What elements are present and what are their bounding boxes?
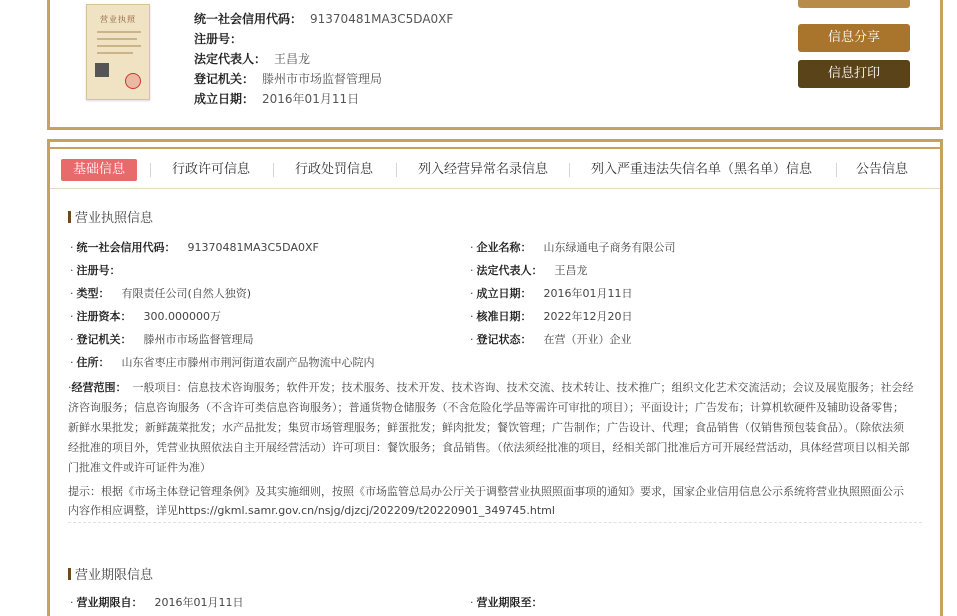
tab-blacklist[interactable]: 列入严重违法失信名单（黑名单）信息 [591, 162, 813, 177]
tab-separator [836, 163, 837, 177]
license-section-title: 营业执照信息 [68, 211, 153, 227]
field-term-to: · 营业期限至： [470, 596, 543, 609]
field-term-from: · 营业期限自： 2016年01月11日 [70, 596, 244, 609]
field-address: · 住所： 山东省枣庄市滕州市荆河街道农副产品物流中心院内 [70, 356, 375, 369]
summary-legal-rep: 法定代表人： 王昌龙 [194, 52, 311, 66]
summary-reg-no: 注册号： [194, 32, 243, 46]
license-thumb-title: 营业执照 [100, 15, 136, 24]
section-bar [68, 568, 71, 580]
seal-icon [125, 73, 141, 89]
license-thumb-line [97, 31, 141, 33]
adjustment-notice: 提示：根据《市场主体登记管理条例》及其实施细则，按照《市场监管总局办公厅关于调整营业执照照面事项的通知》要求，国家企业信用信息公示系统将营业执照照面公示内容作相应调整，详见https://gkml.samr.gov.cn/nsjg/djzcj/202209/t20220901_349745.html [68, 485, 904, 517]
field-credit-code: · 统一社会信用代码： 91370481MA3C5DA0XF [70, 241, 319, 254]
term-section-title: 营业期限信息 [68, 568, 153, 584]
tab-admin-penalty[interactable]: 行政处罚信息 [295, 162, 374, 177]
tab-basic-info[interactable]: 基础信息 [61, 159, 137, 181]
field-approved: · 核准日期： 2022年12月20日 [470, 310, 633, 323]
field-company-name: · 企业名称： 山东绿通电子商务有限公司 [470, 241, 676, 254]
business-license-thumbnail[interactable] [86, 4, 150, 100]
tab-separator [569, 163, 570, 177]
summary-founded: 成立日期： 2016年01月11日 [194, 92, 360, 106]
tab-separator [396, 163, 397, 177]
license-thumb-line [97, 45, 141, 47]
company-summary-card [47, 0, 943, 130]
tab-admin-license[interactable]: 行政许可信息 [172, 162, 251, 177]
license-thumb-line [97, 38, 137, 40]
field-capital: · 注册资本： 300.000000万 [70, 310, 221, 323]
section-bar [68, 211, 71, 223]
field-status: · 登记状态： 在营（开业）企业 [470, 333, 632, 346]
tab-announcements[interactable]: 公告信息 [856, 162, 909, 177]
summary-info [194, 9, 453, 109]
field-founded: · 成立日期： 2016年01月11日 [470, 287, 633, 300]
tab-separator [150, 163, 151, 177]
field-reg-no: · 注册号： [70, 264, 121, 277]
field-authority: · 登记机关： 滕州市市场监督管理局 [70, 333, 254, 346]
field-legal-rep: · 法定代表人： 王昌龙 [470, 264, 588, 277]
info-tabs [50, 147, 940, 189]
license-thumb-line [97, 52, 133, 54]
tab-abnormal-list[interactable]: 列入经营异常名录信息 [418, 162, 549, 177]
print-info-button[interactable]: 信息打印 [798, 60, 910, 88]
qr-code-icon [95, 63, 109, 77]
section-divider [68, 522, 922, 523]
share-info-button[interactable]: 信息分享 [798, 24, 910, 52]
detail-card [47, 139, 943, 616]
summary-authority: 登记机关： 滕州市市场监督管理局 [194, 72, 383, 86]
tab-separator [273, 163, 274, 177]
business-scope: ·经营范围： 一般项目：信息技术咨询服务；软件开发；技术服务、技术开发、技术咨询、技术交流、技术转让、技术推广；组织文化艺术交流活动；会议及展览服务；社会经济咨询服务；信息咨询服务（不含许可类信息咨询服务）；普通货物仓储服务（不含危险化学品等需许可审批的项目）；平面设计；广告发布；计算机软硬件及辅助设备零售；新鲜水果批发；新鲜蔬菜批发；水产品批发；集贸市场管理服务；鲜蛋批发；鲜肉批发；餐饮管理；广告制作；广告设计、代理；食品销售（仅销售预包装食品）。（除依法须经批准的项目外，凭营业执照依法自主开展经营活动）许可项目：餐饮服务；食品销售。（依法须经批准的项目，经相关部门批准后方可开展经营活动，具体经营项目以相关部门批准文件或许可证件为准） [68, 381, 914, 474]
field-type: · 类型： 有限责任公司(自然人独资) [70, 287, 252, 300]
info-button-cut-off[interactable] [798, 0, 910, 8]
summary-credit-code: 统一社会信用代码： 91370481MA3C5DA0XF [194, 12, 454, 26]
